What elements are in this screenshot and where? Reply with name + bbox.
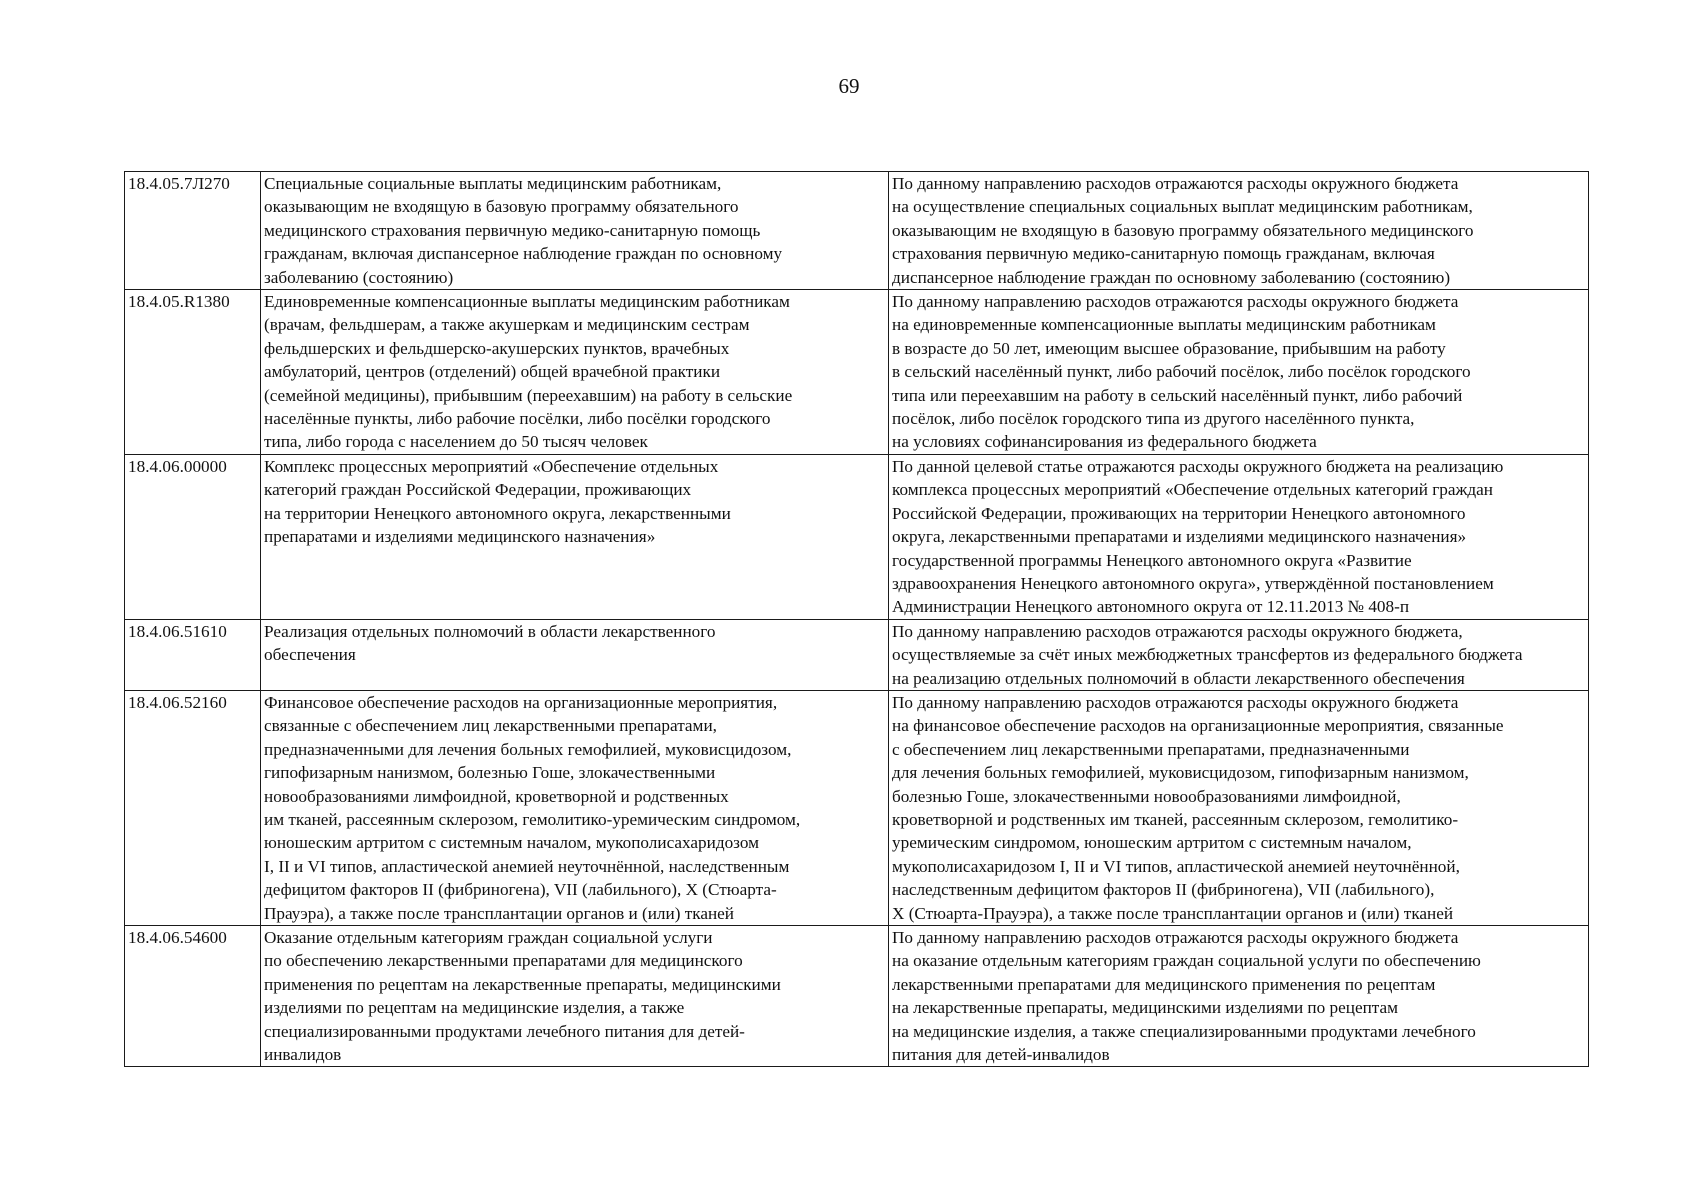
expense-description-cell: По данному направлению расходов отражаются расходы окружного бюджета на осуществление специальных социальных выплат медицинским работникам, оказывающим не входящую в базовую программу обязательного медицинского страхования первичную медико-санитарную помощь гражданам, включая диспансерное наблюдение граждан по основному заболеванию (состоянию) xyxy=(889,172,1589,290)
expense-name-cell: Специальные социальные выплаты медицинским работникам, оказывающим не входящую в базовую программу обязательного медицинского страхования первичную медико-санитарную помощь гражданам, включая диспансерное наблюдение граждан по основному заболеванию (состоянию) xyxy=(261,172,889,290)
table-row xyxy=(125,454,1589,619)
table-row xyxy=(125,619,1589,690)
table-row xyxy=(125,926,1589,1067)
target-code-cell: 18.4.06.52160 xyxy=(125,690,261,925)
expense-description-cell: По данному направлению расходов отражаются расходы окружного бюджета на финансовое обеспечение расходов на организационные мероприятия, связанные с обеспечением лиц лекарственными препаратами, предназначенными для лечения больных гемофилией, муковисцидозом, гипофизарным нанизмом, болезнью Гоше, злокачественными новообразованиями лимфоидной, кроветворной и родственных им тканей, рассеянным склерозом, гемолитико- уремическим синдромом, юношеским артритом с системным началом, мукополисахаридозом I, II и VI типов, апластической анемией неуточнённой, наследственным дефицитом факторов II (фибриногена), VII (лабильного), X (Стюарта-Прауэра), а также после трансплантации органов и (или) тканей xyxy=(889,690,1589,925)
target-code-cell: 18.4.06.54600 xyxy=(125,926,261,1067)
expense-description-cell: По данному направлению расходов отражаются расходы окружного бюджета, осуществляемые за счёт иных межбюджетных трансфертов из федерального бюджета на реализацию отдельных полномочий в области лекарственного обеспечения xyxy=(889,619,1589,690)
target-code-cell: 18.4.05.R1380 xyxy=(125,290,261,455)
expense-description-cell: По данному направлению расходов отражаются расходы окружного бюджета на оказание отдельным категориям граждан социальной услуги по обеспечению лекарственными препаратами для медицинского применения по рецептам на лекарственные препараты, медицинскими изделиями по рецептам на медицинские изделия, а также специализированными продуктами лечебного питания для детей-инвалидов xyxy=(889,926,1589,1067)
target-code-cell: 18.4.06.51610 xyxy=(125,619,261,690)
expense-name-cell: Реализация отдельных полномочий в области лекарственного обеспечения xyxy=(261,619,889,690)
table-row xyxy=(125,172,1589,290)
expense-description-cell: По данной целевой статье отражаются расходы окружного бюджета на реализацию комплекса процессных мероприятий «Обеспечение отдельных категорий граждан Российской Федерации, проживающих на территории Ненецкого автономного округа, лекарственными препаратами и изделиями медицинского назначения» государственной программы Ненецкого автономного округа «Развитие здравоохранения Ненецкого автономного округа», утверждённой постановлением Администрации Ненецкого автономного округа от 12.11.2013 № 408-п xyxy=(889,454,1589,619)
target-code-cell: 18.4.05.7Л270 xyxy=(125,172,261,290)
expense-name-cell: Оказание отдельным категориям граждан социальной услуги по обеспечению лекарственными препаратами для медицинского применения по рецептам на лекарственные препараты, медицинскими изделиями по рецептам на медицинские изделия, а также специализированными продуктами лечебного питания для детей- инвалидов xyxy=(261,926,889,1067)
table-row xyxy=(125,690,1589,925)
expense-description-cell: По данному направлению расходов отражаются расходы окружного бюджета на единовременные компенсационные выплаты медицинским работникам в возрасте до 50 лет, имеющим высшее образование, прибывшим на работу в сельский населённый пункт, либо рабочий посёлок, либо посёлок городского типа или переехавшим на работу в сельский населённый пункт, либо рабочий посёлок, либо посёлок городского типа из другого населённого пункта, на условиях софинансирования из федерального бюджета xyxy=(889,290,1589,455)
target-code-cell: 18.4.06.00000 xyxy=(125,454,261,619)
table-row xyxy=(125,290,1589,455)
budget-classification-table xyxy=(124,171,1589,1067)
page-number: 69 xyxy=(838,74,860,98)
expense-name-cell: Единовременные компенсационные выплаты медицинским работникам (врачам, фельдшерам, а также акушеркам и медицинским сестрам фельдшерских и фельдшерско-акушерских пунктов, врачебных амбулаторий, центров (отделений) общей врачебной практики (семейной медицины), прибывшим (переехавшим) на работу в сельские населённые пункты, либо рабочие посёлки, либо посёлки городского типа, либо города с населением до 50 тысяч человек xyxy=(261,290,889,455)
expense-name-cell: Финансовое обеспечение расходов на организационные мероприятия, связанные с обеспечением лиц лекарственными препаратами, предназначенными для лечения больных гемофилией, муковисцидозом, гипофизарным нанизмом, болезнью Гоше, злокачественными новообразованиями лимфоидной, кроветворной и родственных им тканей, рассеянным склерозом, гемолитико-уремическим синдромом, юношеским артритом с системным началом, мукополисахаридозом I, II и VI типов, апластической анемией неуточнённой, наследственным дефицитом факторов II (фибриногена), VII (лабильного), X (Стюарта- Прауэра), а также после трансплантации органов и (или) тканей xyxy=(261,690,889,925)
expense-name-cell: Комплекс процессных мероприятий «Обеспечение отдельных категорий граждан Российской Федерации, проживающих на территории Ненецкого автономного округа, лекарственными препаратами и изделиями медицинского назначения» xyxy=(261,454,889,619)
